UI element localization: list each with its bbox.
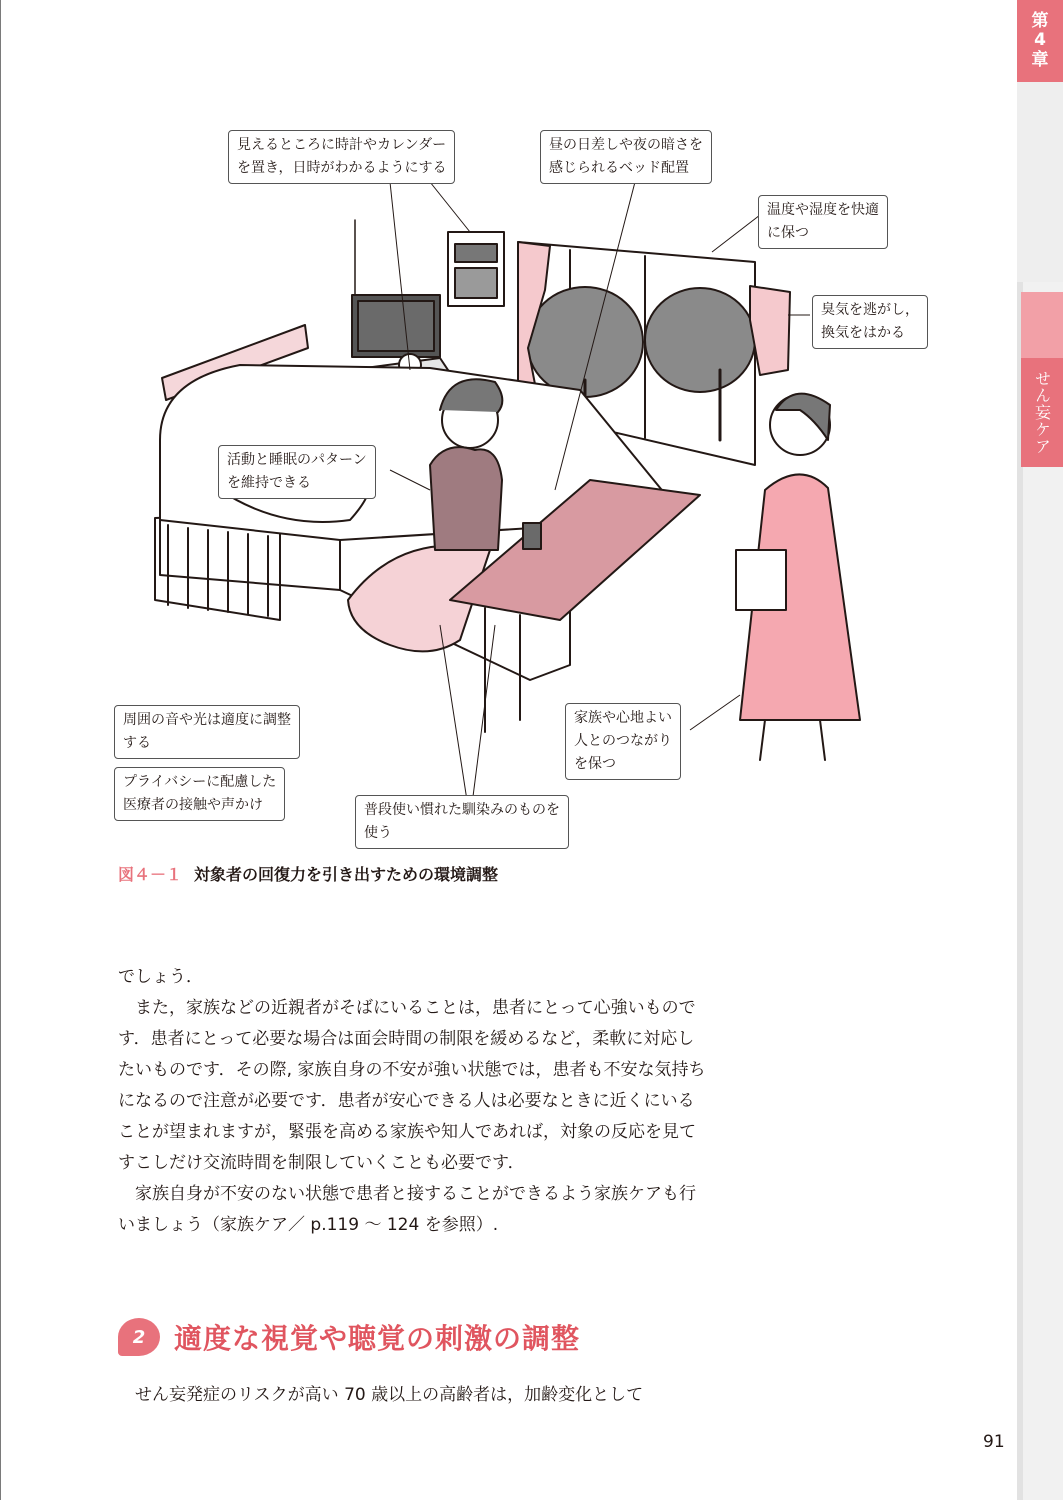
callout-line: 周囲の音や光は適度に調整 — [123, 712, 291, 728]
chapter-tab-char: 第 — [1031, 10, 1049, 31]
paragraph: また，家族などの近親者がそばにいることは，患者にとって心強いものです．患者にとって必要な場合は面会時間の制限を緩めるなど，柔軟に対応したいものです．その際, 家族自身の不安が強い状態では，患者も不安な気持ちになるので注意が必要です．患者が安心できる人は必要なときに近くにいることが望まれますが，緊張を高める家族や知人であれば，対象の反応を見てすこしだけ交流時間を制限していくことも必要です． — [118, 998, 706, 1173]
cup-icon — [523, 523, 541, 549]
page-number: 91 — [983, 1432, 1005, 1452]
callout-line: 使う — [364, 825, 392, 841]
callout-line: に保つ — [767, 225, 809, 241]
section-title: 適度な視覚や聴覚の刺激の調整 — [174, 1322, 581, 1355]
callout-line: 昼の日差しや夜の暗さを — [549, 137, 703, 153]
callout-line: を保つ — [574, 756, 616, 772]
chapter-tab[interactable] — [1017, 0, 1063, 82]
callout-line: 人とのつながり — [574, 733, 672, 749]
section-number-badge: 2 — [118, 1318, 160, 1356]
chapter-tab-char: 章 — [1031, 49, 1049, 70]
callout-clock-calendar — [228, 130, 455, 184]
callout-line: 換気をはかる — [821, 325, 905, 341]
callout-line: 家族や心地よい — [574, 710, 672, 726]
body-text — [118, 962, 708, 1241]
section-heading — [118, 1315, 580, 1359]
patient-body — [430, 447, 502, 550]
callout-line: 見えるところに時計やカレンダー — [237, 137, 447, 153]
visitor-bag — [736, 550, 786, 610]
callout-line: 医療者の接触や声かけ — [123, 797, 263, 813]
chapter-tab-char: 4 — [1034, 30, 1046, 51]
callout-line: 感じられるベッド配置 — [549, 160, 689, 176]
callout-ventilation — [812, 295, 928, 349]
figure — [100, 120, 960, 860]
page-edge — [0, 0, 1, 1500]
tab-spacer — [1017, 82, 1063, 282]
callout-line: を置き，日時がわかるようにする — [237, 160, 447, 176]
section-tab[interactable] — [1021, 292, 1063, 467]
callout-line: 活動と睡眠のパターン — [227, 452, 367, 468]
bed-headboard — [155, 518, 280, 621]
figure-caption — [118, 862, 498, 885]
callout-activity-sleep — [218, 445, 376, 499]
callout-sound-light — [114, 705, 300, 759]
tree-right — [645, 288, 755, 392]
section-tab-cap — [1021, 292, 1063, 358]
callout-line: 臭気を逃がし， — [821, 302, 919, 318]
callout-privacy — [114, 767, 285, 821]
callout-line: 普段使い慣れた馴染みのものを — [364, 802, 560, 818]
section-first-line: せん妄発症のリスクが高い 70 歳以上の高齢者は，加齢変化として — [135, 1385, 644, 1405]
callout-line: する — [123, 735, 151, 751]
figure-number: 図４－１ — [118, 865, 183, 884]
callout-line: を維持できる — [227, 475, 311, 491]
paragraph: でしょう． — [118, 967, 203, 987]
paragraph: 家族自身が不安のない状態で患者と接することができるよう家族ケアも行いましょう（家族ケア／ p.119 ～ 124 を参照）. — [118, 1184, 696, 1235]
callout-line: プライバシーに配慮した — [123, 774, 277, 790]
callout-temperature — [758, 195, 888, 249]
callout-bed-placement — [540, 130, 712, 184]
figure-caption-text: 対象者の回復力を引き出すための環境調整 — [194, 865, 499, 884]
callout-line: 温度や湿度を快適 — [767, 202, 879, 218]
section-tab-label: せん妄ケア — [1032, 370, 1052, 455]
callout-family-connection — [565, 703, 681, 780]
callout-familiar-items — [355, 795, 569, 849]
